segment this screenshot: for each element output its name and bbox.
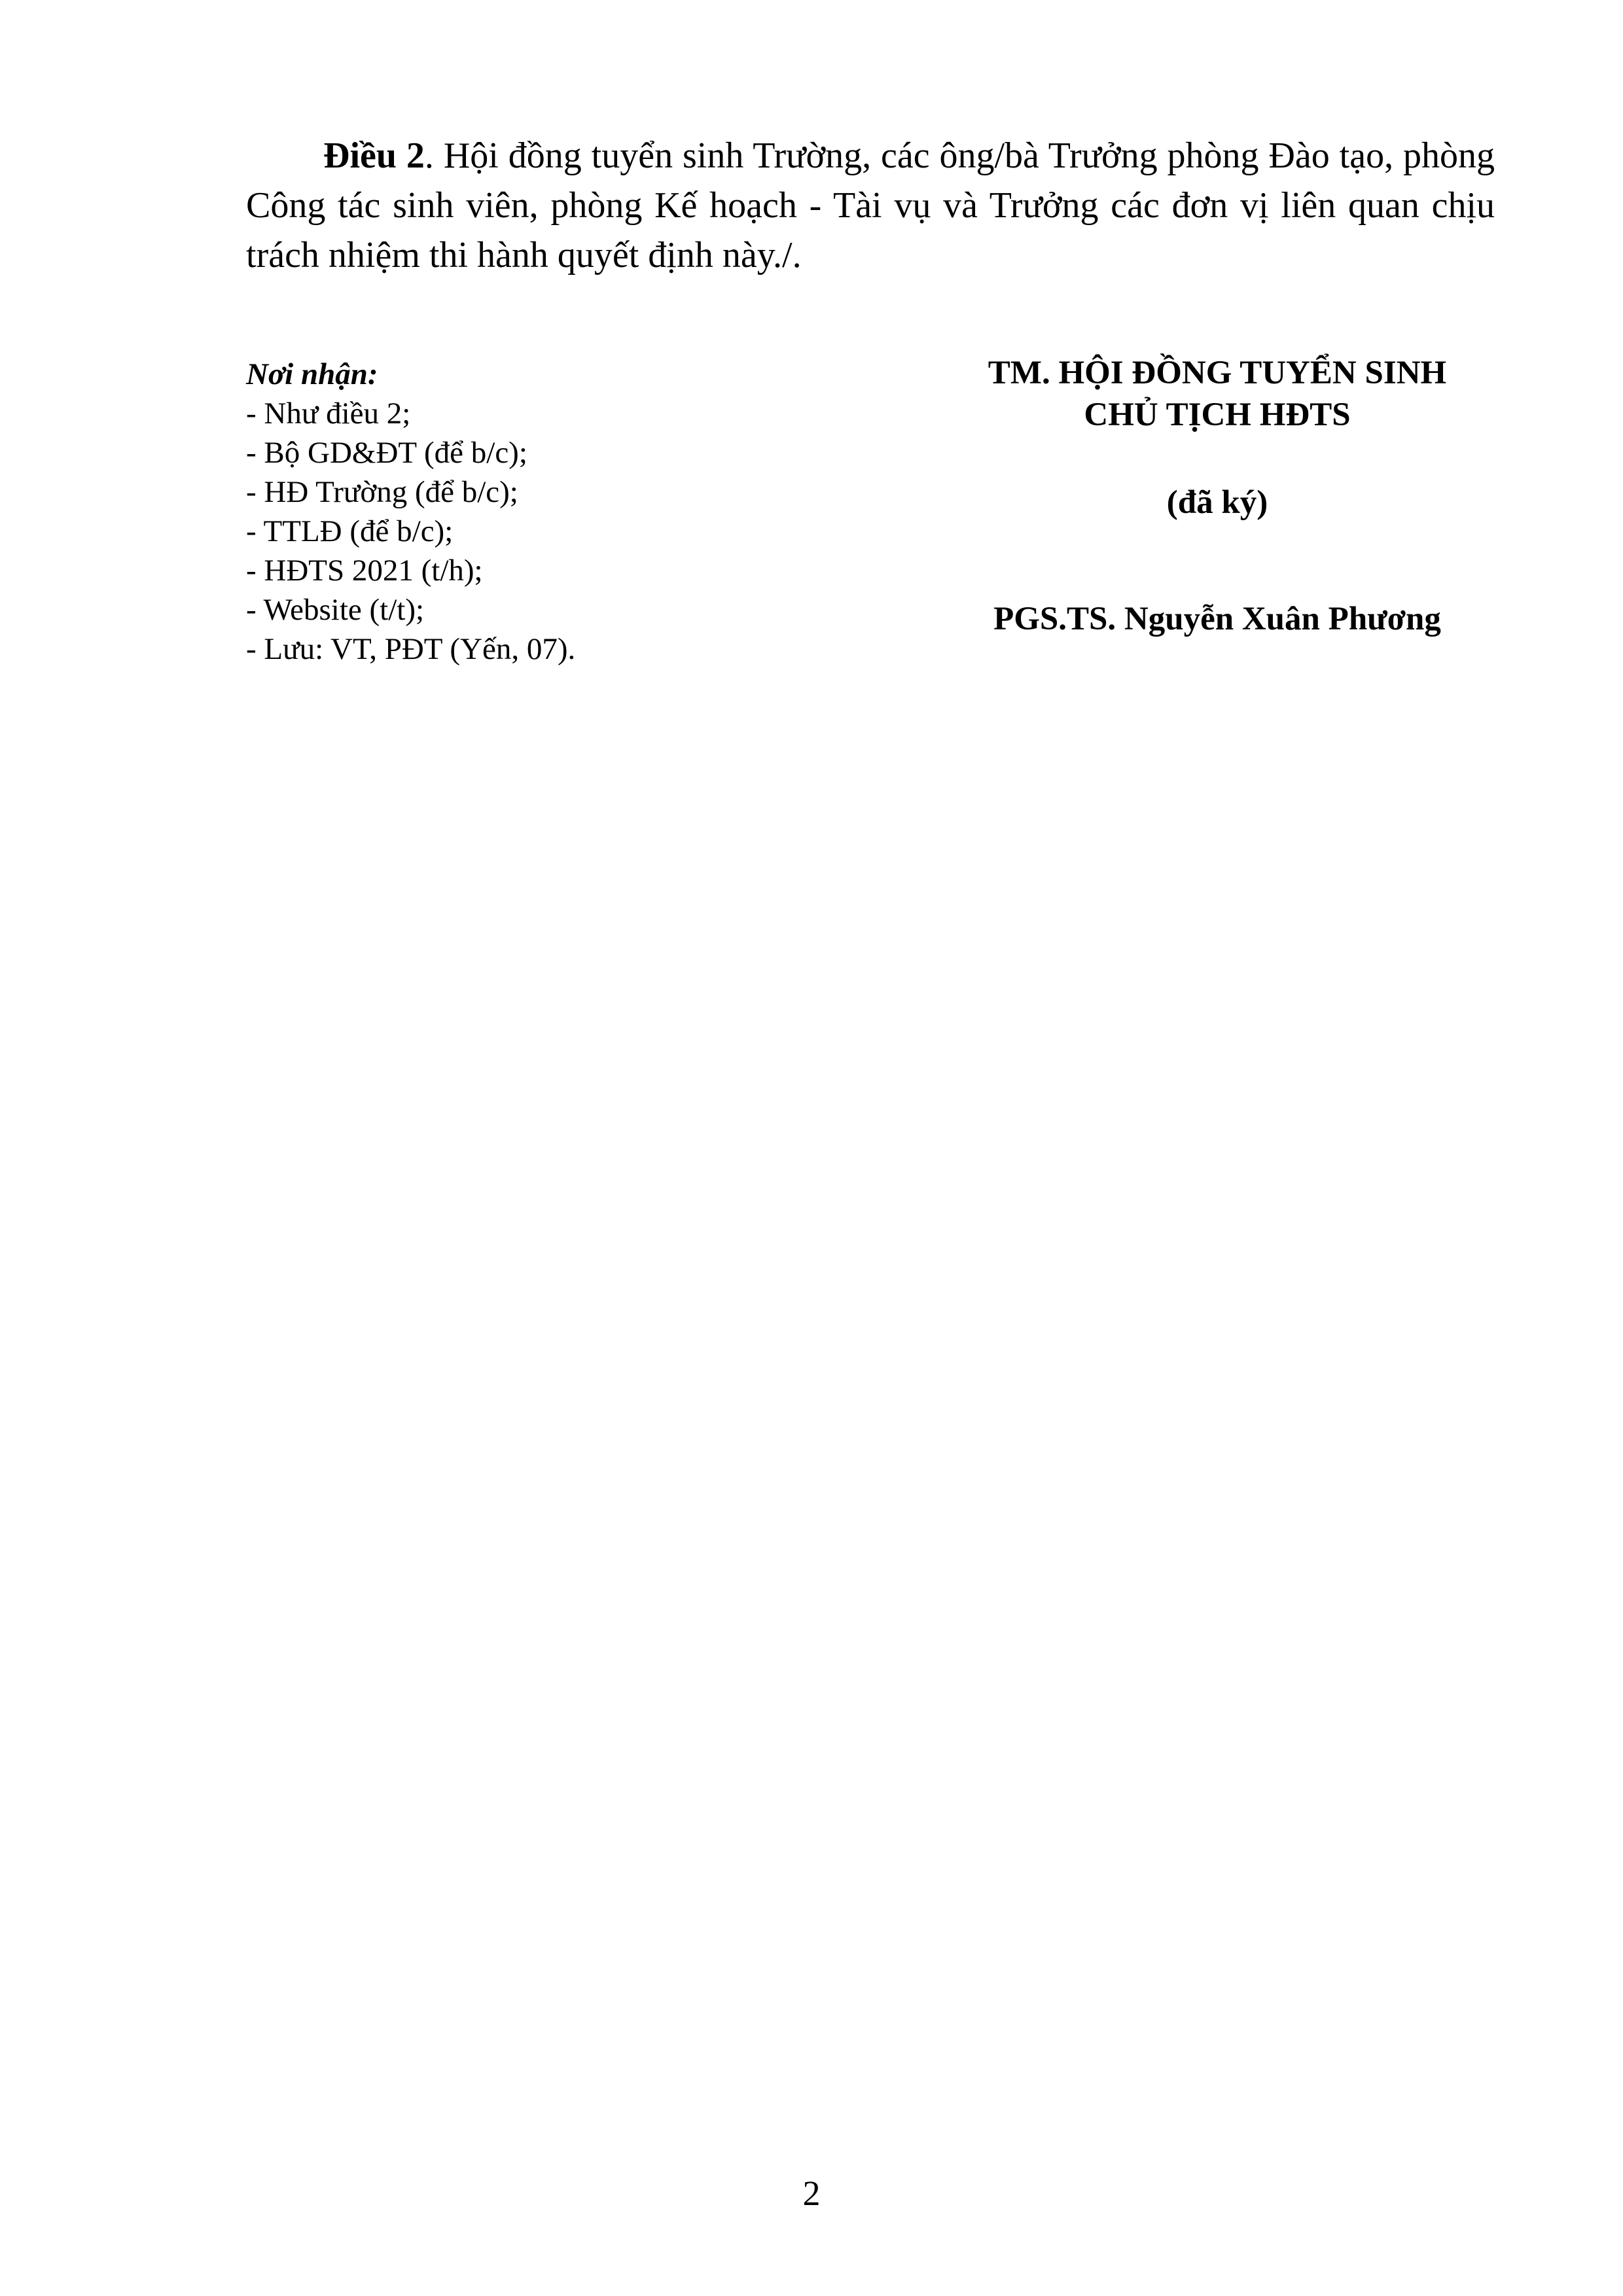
recipients-heading: Nơi nhận: <box>246 357 378 391</box>
recipients-block <box>246 355 835 669</box>
article-2-lead: Điều 2 <box>323 135 425 176</box>
signature-title-line-1: TM. HỘI ĐỒNG TUYỂN SINH <box>988 355 1447 391</box>
recipient-item: - Lưu: VT, PĐT (Yến, 07). <box>246 632 576 666</box>
recipients-list <box>246 394 835 669</box>
article-2-paragraph <box>246 131 1495 280</box>
page-number: 2 <box>802 2174 821 2213</box>
article-2-body: . Hội đồng tuyển sinh Trường, các ông/bà Trưởng phòng Đào tạo, phòng Công tác sinh viên, phòng Kế hoạch - Tài vụ và Trưởng các đơn vị liên quan chịu trách nhiệm thi hành quyết định này./. <box>246 135 1495 275</box>
signer-name: PGS.TS. Nguyễn Xuân Phương <box>993 601 1441 637</box>
recipient-item: - HĐTS 2021 (t/h); <box>246 554 483 588</box>
signed-note: (đã ký) <box>1166 484 1268 521</box>
signature-title-line-2: CHỦ TỊCH HĐTS <box>1084 397 1351 433</box>
recipient-item: - TTLĐ (để b/c); <box>246 514 454 548</box>
signature-block <box>903 352 1531 640</box>
recipient-item: - Website (t/t); <box>246 593 425 627</box>
recipient-item: - Bộ GD&ĐT (để b/c); <box>246 436 527 470</box>
recipient-item: - HĐ Trường (để b/c); <box>246 475 518 509</box>
recipient-item: - Như điều 2; <box>246 397 411 431</box>
